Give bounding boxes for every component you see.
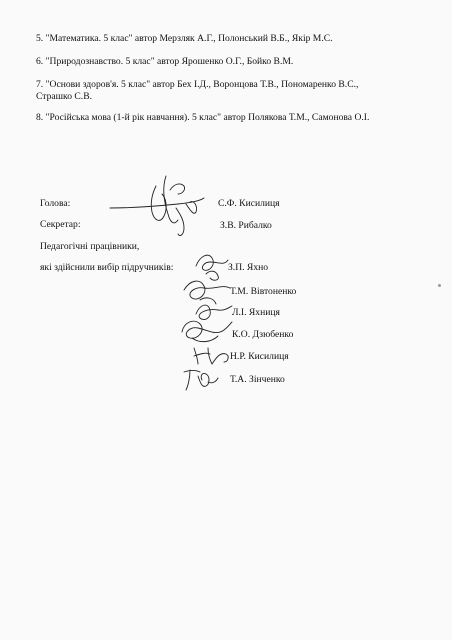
list-item: 7. "Основи здоров'я. 5 клас" автор Бех І.Д., Воронцова Т.В., Пономаренко В.С., (36, 79, 359, 90)
teacher-name: З.П. Яхно (228, 262, 269, 273)
chair-name: С.Ф. Кисилиця (218, 198, 280, 209)
teachers-label: Педагогічні працівники, (40, 241, 140, 252)
chair-signature-icon (108, 168, 208, 242)
teacher-signature-icon (176, 314, 234, 346)
secretary-name: З.В. Рибалко (220, 220, 272, 231)
teacher-signature-icon (190, 344, 232, 368)
list-item-continuation: Страшко С.В. (36, 91, 92, 102)
secretary-label: Секретар: (40, 219, 81, 230)
teachers-label: які здійснили вибір підручників: (40, 262, 174, 273)
teacher-name: К.О. Дзюбенко (232, 329, 294, 340)
chair-label: Голова: (40, 198, 71, 209)
scan-speck (438, 284, 441, 287)
teacher-name: Т.А. Зінченко (230, 374, 285, 385)
teacher-name: Н.Р. Кисилиця (230, 351, 289, 362)
list-item: 8. "Російська мова (1-й рік навчання). 5 клас" автор Полякова Т.М., Самонова О.І. (36, 112, 370, 123)
list-item: 6. "Природознавство. 5 клас" автор Ярошенко О.Г., Бойко В.М. (36, 56, 294, 67)
teacher-name: Л.І. Яхниця (232, 307, 280, 318)
teacher-name: Т.М. Вівтоненко (230, 286, 297, 297)
list-item: 5. "Математика. 5 клас" автор Мерзляк А.Г., Полонський В.Б., Якір М.С. (36, 33, 333, 44)
teacher-signature-icon (180, 366, 220, 394)
